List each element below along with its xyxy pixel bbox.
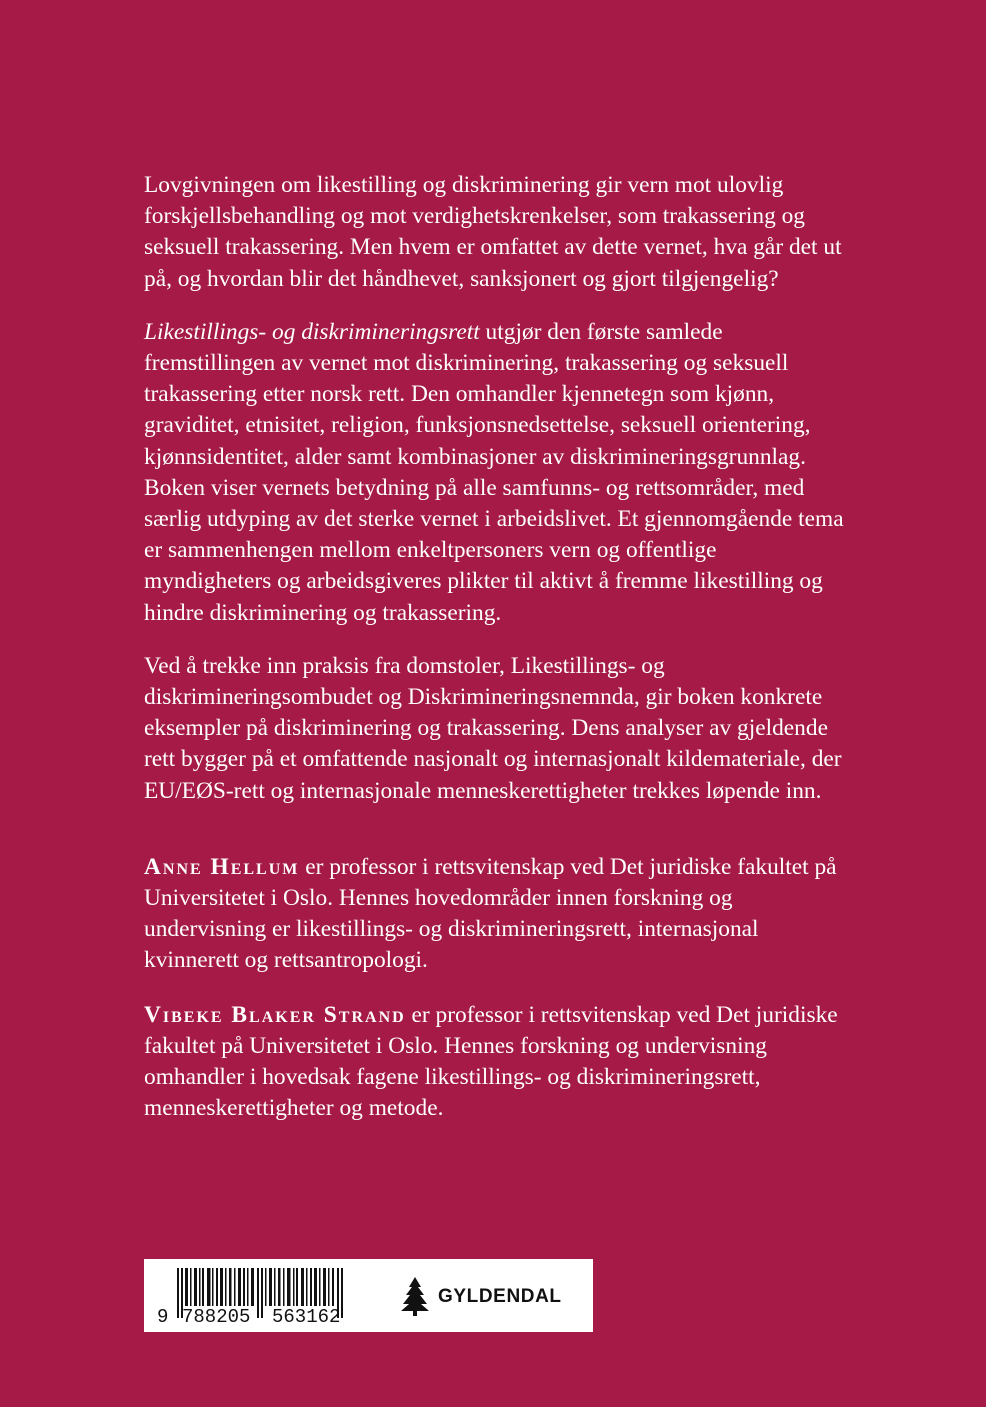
publisher-name: GYLDENDAL — [438, 1286, 562, 1307]
back-cover-text — [144, 170, 844, 1124]
author-name-2: Vibeke Blaker Strand — [144, 1001, 406, 1028]
blurb-paragraph-2-rest: utgjør den første samlede fremstillingen av vernet mot diskriminering, trakassering og seksuell trakassering etter norsk rett. Den omhandler kjennetegn som kjønn, graviditet, etnisitet, religion, funksjonsnedsettelse, seksuell orientering, kjønnsidentitet, alder samt kombinasjoner av diskrimineringsgrunnlag. Boken viser vernets betydning på alle samfunns- og rettsområder, med særlig utdyping av det sterke vernet i arbeidslivet. Et gjennomgående tema er sammenhengen mellom enkeltpersoners vern og offentlige myndigheters og arbeidsgiveres plikter til aktivt å fremme likestilling og hindre diskriminering og trakassering. — [144, 318, 844, 626]
book-title-italic: Likestillings- og diskrimineringsrett — [144, 318, 480, 345]
author-bio-1 — [144, 852, 844, 977]
author-name-1: Anne Hellum — [144, 853, 300, 880]
author-bio-text-2: er professor i rettsvitenskap ved Det juridiske fakultet på Universitetet i Oslo. Hennes forskning og undervisning omhandler i hovedsak fagene likestillings- og diskrimineringsrett, menneskerettigheter og metode. — [144, 1001, 838, 1122]
isbn-digits-group-1: 788205 — [182, 1306, 251, 1328]
publisher-logo — [399, 1276, 584, 1316]
isbn-first-digit: 9 — [157, 1306, 169, 1328]
fir-tree-icon — [399, 1276, 431, 1316]
barcode-panel — [144, 1259, 593, 1332]
blurb-paragraph-1: Lovgivningen om likestilling og diskriminering gir vern mot ulovlig forskjellsbehandling og mot verdighetskrenkelser, som trakassering og seksuell trakassering. Men hvem er omfattet av dette vernet, hva går det ut på, og hvordan blir det håndhevet, sanksjonert og gjort tilgjengelig? — [144, 172, 842, 292]
author-bio-2 — [144, 1000, 844, 1125]
blurb-paragraph-3: Ved å trekke inn praksis fra domstoler, Likestillings- og diskrimineringsombudet og Diskrimineringsnemnda, gir boken konkrete eksempler på diskriminering og trakassering. Dens analyser av gjeldende rett bygger på et omfattende nasjonalt og internasjonalt kildemateriale, der EU/EØS-rett og internasjonale menneskerettigheter trekkes løpende inn. — [144, 652, 842, 804]
blurb-paragraph-2 — [144, 317, 844, 629]
author-bio-text-1: er professor i rettsvitenskap ved Det juridiske fakultet på Universitetet i Oslo. Hennes hovedområder innen forskning og undervisning er likestillings- og diskrimineringsrett, internasjonal kvinnerett og rettsantropologi. — [144, 853, 837, 974]
isbn-digits-group-2: 563162 — [272, 1306, 341, 1328]
